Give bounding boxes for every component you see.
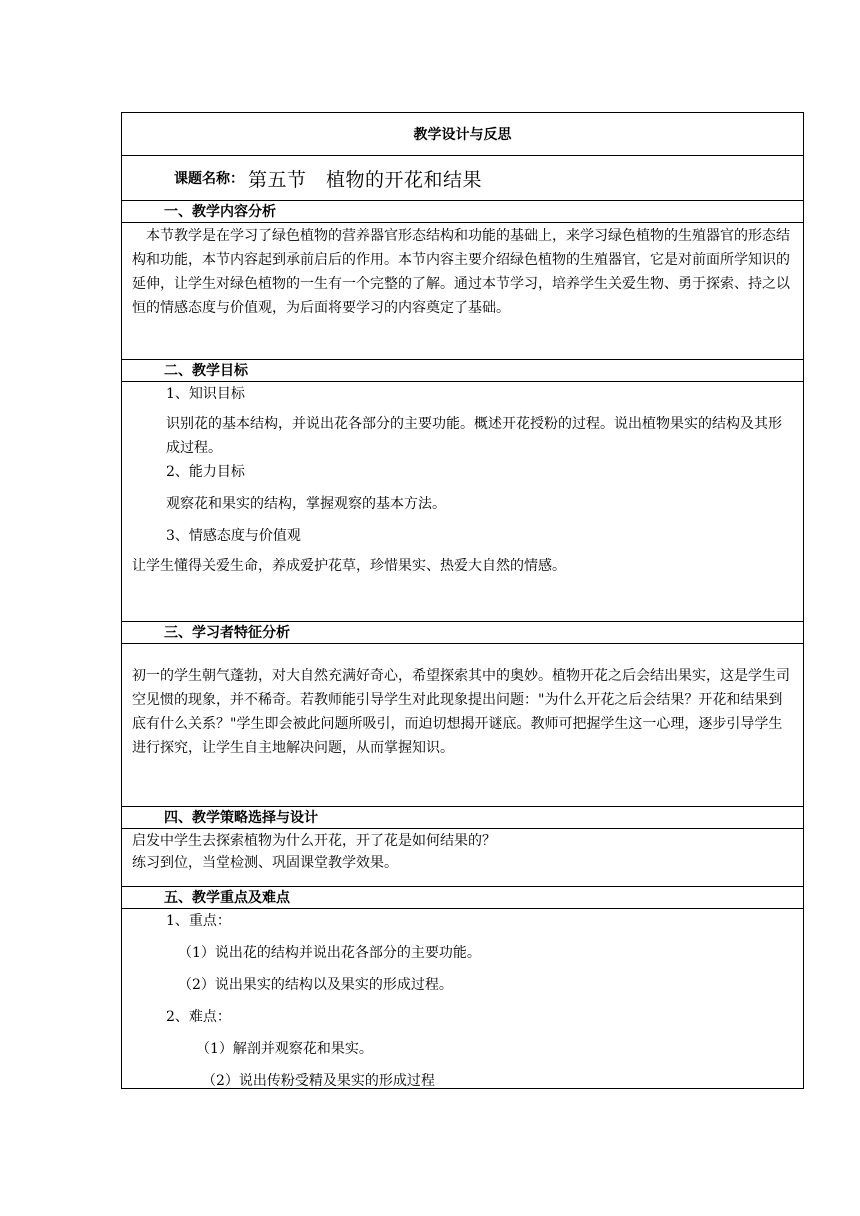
section2-body [122, 382, 803, 622]
topic-row [122, 156, 803, 201]
section3-heading: 三、学习者特征分析 [122, 622, 803, 644]
section5-heading: 五、教学重点及难点 [122, 887, 803, 909]
section4-line2: 练习到位，当堂检测、巩固课堂教学效果。 [132, 855, 398, 871]
section1-heading: 一、教学内容分析 [122, 201, 803, 223]
emotion-goal-title: 3、情感态度与价值观 [166, 528, 301, 544]
topic-value: 第五节 植物的开花和结果 [248, 168, 483, 191]
doc-title: 教学设计与反思 [413, 127, 512, 143]
ability-goal-title: 2、能力目标 [166, 464, 245, 480]
key-point-2: （2）说出果实的结构以及果实的形成过程。 [178, 977, 453, 993]
section3-text: 初一的学生朝气蓬勃，对大自然充满好奇心，希望探索其中的奥妙。植物开花之后会结出果实，这是学生司空见惯的现象，并不稀奇。若教师能引导学生对此现象提出问题："为什么开花之后会结果？开花和结果到底有什么关系？"学生即会被此问题所吸引，而迫切想揭开谜底。教师可把握学生这一心理，逐步引导学生进行探究，让学生自主地解决问题，从而掌握知识。 [132, 668, 790, 756]
lesson-plan-table [121, 112, 804, 1089]
difficult-point-2: （2）说出传粉受精及果实的形成过程 [202, 1073, 435, 1089]
topic-label: 课题名称： [174, 171, 244, 187]
section1-text: 本节教学是在学习了绿色植物的营养器官形态结构和功能的基础上，来学习绿色植物的生殖器官的形态结构和功能，本节内容起到承前启后的作用。本节内容主要介绍绿色植物的生殖器官，它是对前面所学知识的延伸，让学生对绿色植物的一生有一个完整的了解。通过本节学习，培养学生关爱生物、勇于探索、持之以恒的情感态度与价值观，为后面将要学习的内容奠定了基础。 [132, 228, 790, 316]
difficult-point-1: （1）解剖并观察花和果实。 [196, 1041, 373, 1057]
emotion-goal-text: 让学生懂得关爱生命，养成爱护花草，珍惜果实、热爱大自然的情感。 [132, 558, 566, 574]
knowledge-goal-text: 识别花的基本结构，并说出花各部分的主要功能。概述开花授粉的过程。说出植物果实的结构及其形成过程。 [166, 416, 782, 456]
ability-goal-text: 观察花和果实的结构，掌握观察的基本方法。 [166, 496, 446, 512]
key-points-title: 1、重点： [166, 913, 231, 929]
section2-heading: 二、教学目标 [122, 360, 803, 382]
section1-body [122, 223, 803, 360]
knowledge-goal-title: 1、知识目标 [166, 386, 245, 402]
difficult-points-title: 2、难点： [166, 1009, 231, 1025]
section3-body [122, 644, 803, 807]
section4-heading: 四、教学策略选择与设计 [122, 807, 803, 829]
section5-body [122, 909, 803, 1088]
section4-line1: 启发中学生去探索植物为什么开花，开了花是如何结果的？ [132, 833, 496, 849]
key-point-1: （1）说出花的结构并说出花各部分的主要功能。 [178, 945, 481, 961]
section4-body [122, 829, 803, 887]
doc-title-row [122, 113, 803, 156]
